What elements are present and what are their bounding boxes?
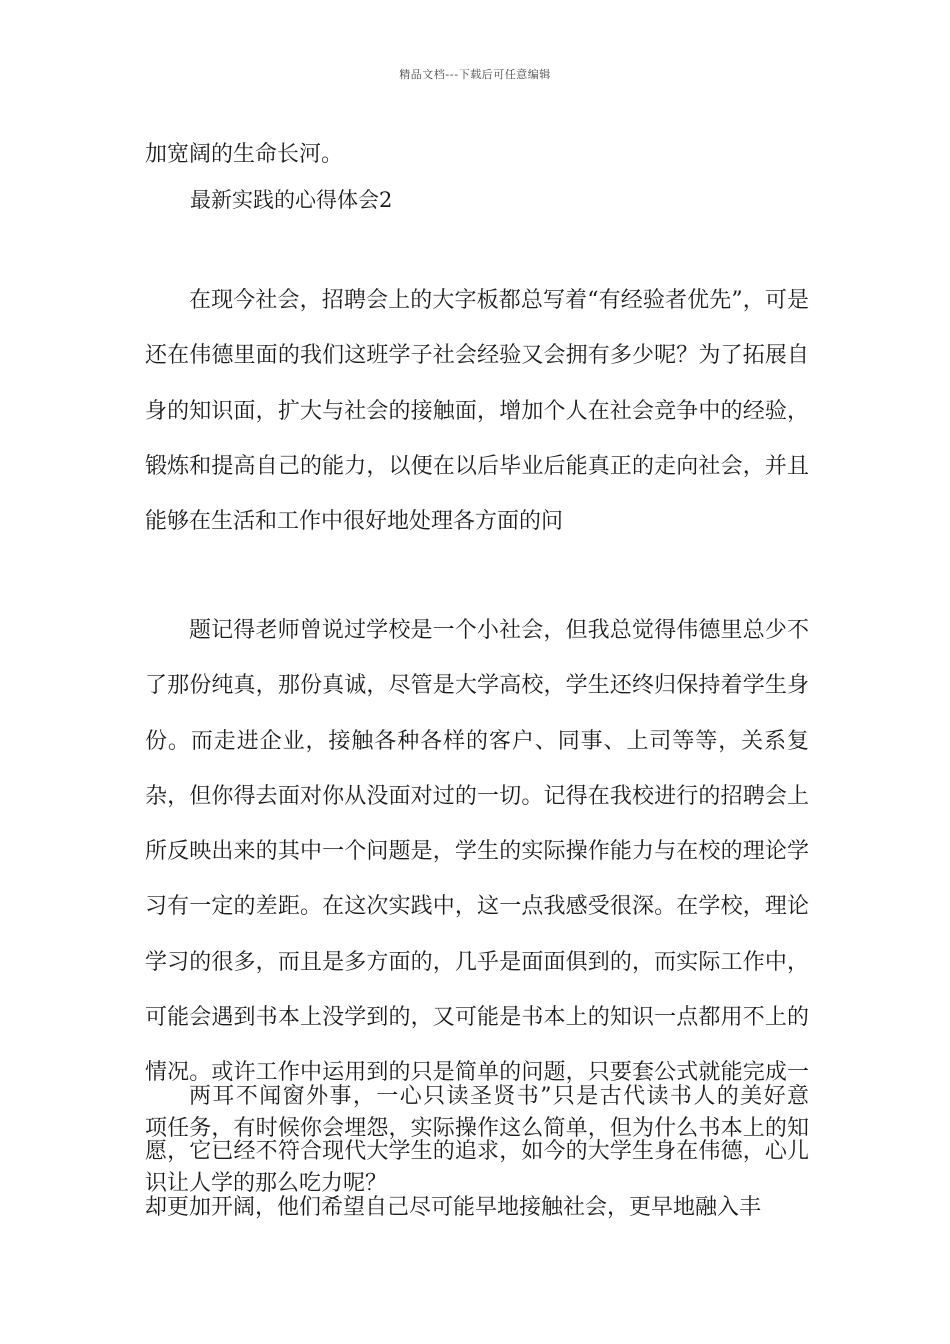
- paragraph-text: 题记得老师曾说过学校是一个小社会，但我总觉得伟德里总少不了那份纯真，那份真诚，尽管是大学高校，学生还终归保持着学生身份。而走进企业，接触各种各样的客户、同事、上司等等，关系复杂，但你得去面对你从没面对过的一切。记得在我校进行的招聘会上所反映出来的其中一个问题是，学生的实际操作能力与在校的理论学习有一定的差距。在这次实践中，这一点我感受很深。在学校，理论学习的很多，而且是多方面的，几乎是面面俱到的，而实际工作中，可能会遇到书本上没学到的，又可能是书本上的知识一点都用不上的情况。或许工作中运用到的只是简单的问题，只要套公式就能完成一项任务，有时候你会埋怨，实际操作这么简单，但为什么书本上的知识让人学的那么吃力呢？: [145, 618, 809, 1196]
- continued-paragraph-line: 加宽阔的生命长河。: [145, 142, 344, 167]
- paragraph-text: 两耳不闻窗外事，一心只读圣贤书”只是古代读书人的美好意愿，它已经不符合现代大学生的追求，如今的大学生身在伟德，心儿却更加开阔，他们希望自己尽可能早地接触社会，更早地融入丰: [145, 1084, 809, 1220]
- section-title: 最新实践的心得体会2: [190, 188, 393, 212]
- page-header: 精品文档---下载后可任意编辑: [399, 68, 551, 81]
- paragraph-1: [145, 273, 809, 549]
- paragraph-text: 在现今社会，招聘会上的大字板都总写着“有经验者优先”，可是还在伟德里面的我们这班学子社会经验又会拥有多少呢？为了拓展自身的知识面，扩大与社会的接触面，增加个人在社会竞争中的经验，锻炼和提高自己的能力，以便在以后毕业后能真正的走向社会，并且能够在生活和工作中很好地处理各方面的问: [145, 288, 809, 535]
- paragraph-3: [145, 1069, 809, 1235]
